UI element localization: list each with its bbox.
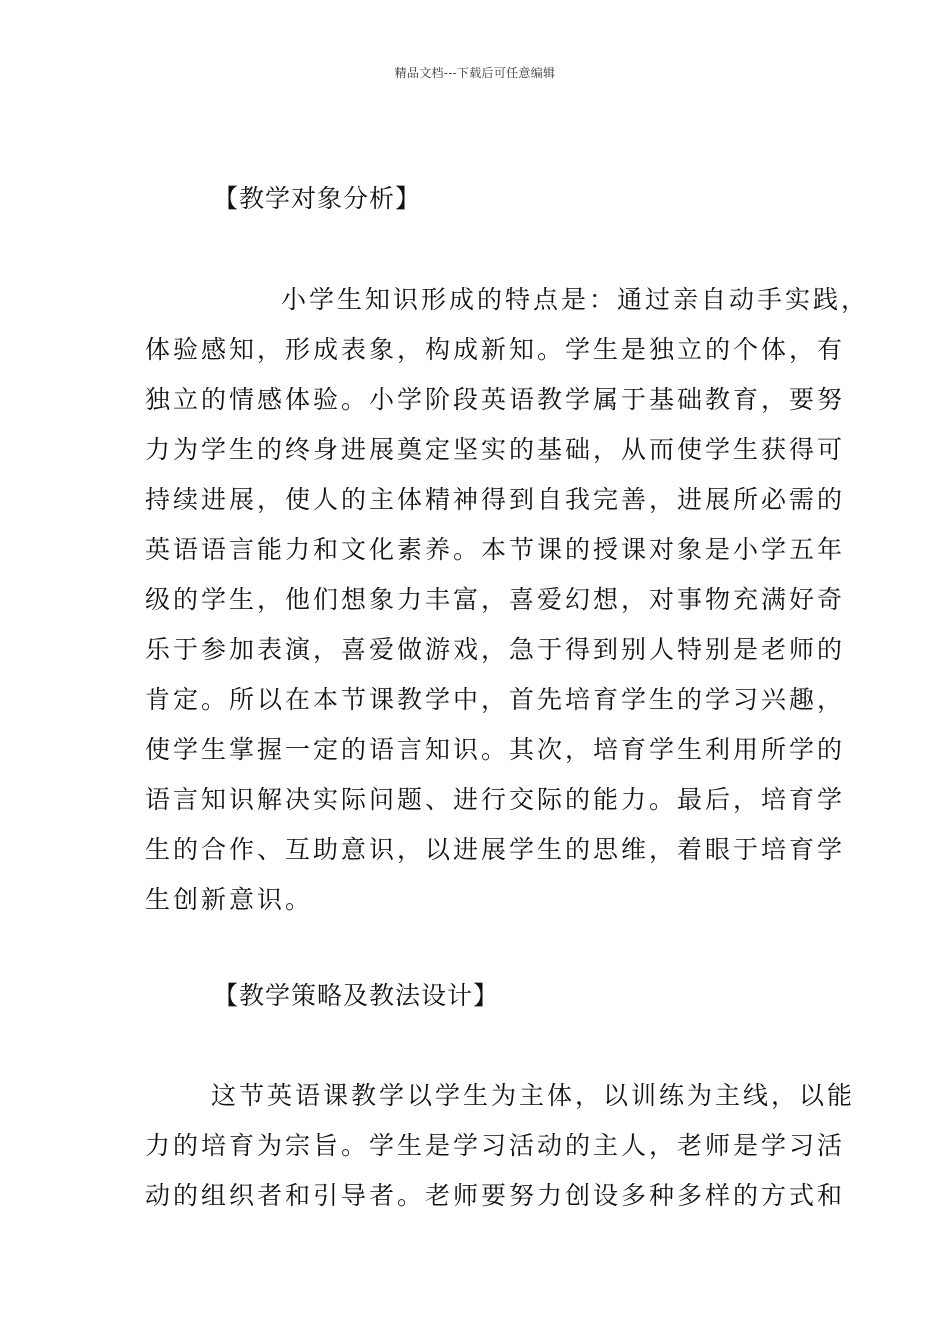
paragraph-line: 持续进展，使人的主体精神得到自我完善，进展所必需的 <box>145 485 846 514</box>
paragraph-line: 力的培育为宗旨。学生是学习活动的主人，老师是学习活 <box>145 1131 846 1160</box>
paragraph-teaching-object-analysis <box>145 275 870 925</box>
paragraph-line: 动的组织者和引导者。老师要努力创设多种多样的方式和 <box>145 1181 846 1210</box>
section-title-teaching-strategy: 【教学策略及教法设计】 <box>213 981 500 1010</box>
paragraph-line: 这节英语课教学以学生为主体，以训练为主线，以能 <box>211 1081 856 1110</box>
paragraph-line: 生创新意识。 <box>145 885 314 914</box>
paragraph-line: 级的学生，他们想象力丰富，喜爱幻想，对事物充满好奇 <box>145 585 846 614</box>
paragraph-line: 生的合作、互助意识，以进展学生的思维，着眼于培育学 <box>145 835 846 864</box>
paragraph-line: 英语语言能力和文化素养。本节课的授课对象是小学五年 <box>145 535 846 564</box>
paragraph-line: 语言知识解决实际问题、进行交际的能力。最后，培育学 <box>145 785 846 814</box>
paragraph-line: 肯定。所以在本节课教学中，首先培育学生的学习兴趣， <box>145 685 846 714</box>
page-header: 精品文档---下载后可任意编辑 <box>394 66 556 80</box>
paragraph-line: 体验感知，形成表象，构成新知。学生是独立的个体，有 <box>145 335 846 364</box>
section-title-teaching-object-analysis: 【教学对象分析】 <box>213 184 422 213</box>
paragraph-line: 小学生知识形成的特点是：通过亲自动手实践， <box>281 285 870 314</box>
paragraph-line: 乐于参加表演，喜爱做游戏，急于得到别人特别是老师的 <box>145 635 846 664</box>
paragraph-line: 力为学生的终身进展奠定坚实的基础，从而使学生获得可 <box>145 435 846 464</box>
paragraph-line: 使学生掌握一定的语言知识。其次，培育学生利用所学的 <box>145 735 846 764</box>
paragraph-line: 独立的情感体验。小学阶段英语教学属于基础教育，要努 <box>145 385 846 414</box>
paragraph-teaching-strategy <box>145 1071 856 1221</box>
